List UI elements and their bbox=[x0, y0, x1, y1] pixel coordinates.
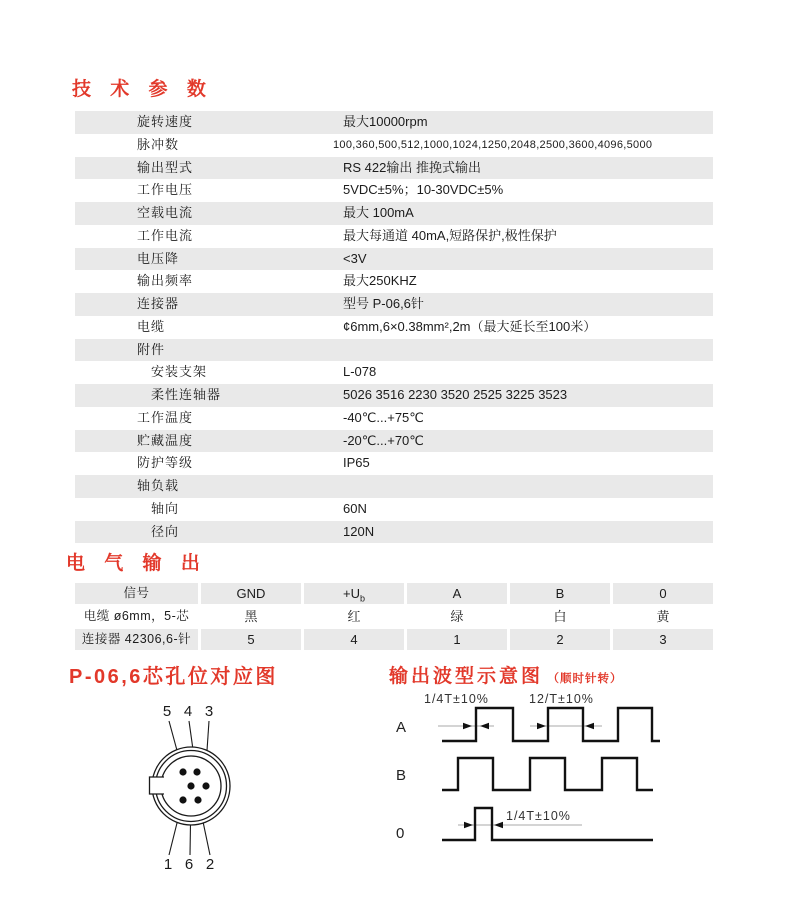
ub-sub: b bbox=[359, 593, 365, 604]
spec-row-mounting-bracket bbox=[75, 361, 713, 384]
spec-label: 防护等级 bbox=[137, 455, 194, 471]
waveform-diagram-title bbox=[389, 661, 622, 688]
elec-cable-gnd: 黑 bbox=[201, 606, 301, 627]
elec-cable-b: 白 bbox=[510, 606, 610, 627]
spec-value: 型号 P-06,6针 bbox=[343, 296, 424, 311]
spec-row-protection-class bbox=[75, 452, 713, 475]
spec-label: 安装支架 bbox=[151, 364, 208, 380]
spec-value: RS 422输出 推挽式输出 bbox=[343, 159, 481, 175]
dim-label-quarter-t: 1/4T±10% bbox=[424, 692, 489, 706]
elec-cable-a: 绿 bbox=[407, 606, 507, 627]
spec-value: 最大10000rpm bbox=[343, 114, 428, 129]
spec-label: 旋转速度 bbox=[137, 114, 194, 129]
pin-label-5: 5 bbox=[162, 703, 172, 720]
spec-label: 脉冲数 bbox=[137, 136, 180, 152]
spec-label: 空载电流 bbox=[137, 205, 194, 220]
spec-row-radial bbox=[75, 521, 713, 544]
spec-label: 柔性连轴器 bbox=[151, 387, 222, 402]
spec-row-working-current bbox=[75, 225, 713, 248]
elec-cable-label: 电缆 ø6mm，5-芯 bbox=[75, 606, 198, 627]
dimension-labels bbox=[424, 692, 594, 823]
spec-value: <3V bbox=[343, 250, 367, 266]
spec-value: 最大250KHZ bbox=[343, 273, 417, 289]
spec-value: IP65 bbox=[343, 455, 370, 471]
spec-value: 5VDC±5%；10-30VDC±5% bbox=[343, 182, 504, 198]
output-waveform-diagram bbox=[388, 690, 680, 865]
spec-row-cable bbox=[75, 316, 713, 339]
elec-output-title: 电 气 输 出 bbox=[66, 553, 207, 574]
connector-pin-diagram bbox=[115, 695, 275, 880]
spec-label: 电压降 bbox=[137, 250, 180, 266]
elec-header-ub bbox=[304, 583, 404, 604]
dim-label-period: 12/T±10% bbox=[529, 692, 594, 706]
elec-header-signal: 信号 bbox=[75, 583, 198, 604]
spec-label: 工作电流 bbox=[137, 227, 194, 243]
spec-row-working-voltage bbox=[75, 179, 713, 202]
spec-row-flexible-coupling bbox=[75, 384, 713, 407]
elec-cable-ub: 红 bbox=[304, 606, 404, 627]
spec-value: 100,360,500,512,1000,1024,1250,2048,2500,3600,4096,5000 bbox=[333, 138, 653, 151]
elec-header-gnd: GND bbox=[201, 583, 301, 604]
pin-label-2: 2 bbox=[205, 856, 215, 873]
elec-conn-0: 3 bbox=[613, 629, 713, 650]
spec-label: 工作电压 bbox=[137, 182, 194, 198]
waveform-a bbox=[442, 708, 660, 741]
spec-label: 贮藏温度 bbox=[137, 432, 194, 448]
spec-label: 工作温度 bbox=[137, 409, 194, 425]
dim-label-zero-pulse: 1/4T±10% bbox=[506, 809, 571, 823]
spec-label: 输出型式 bbox=[137, 159, 194, 175]
pin-label-1: 1 bbox=[163, 856, 173, 873]
spec-row-connector bbox=[75, 293, 713, 316]
spec-row-axial bbox=[75, 498, 713, 521]
spec-row-pulse-count bbox=[75, 134, 713, 157]
elec-conn-gnd: 5 bbox=[201, 629, 301, 650]
channel-labels bbox=[396, 719, 406, 842]
spec-label: 电缆 bbox=[137, 318, 166, 334]
pin-2-dot bbox=[194, 796, 201, 803]
elec-cable-0: 黄 bbox=[613, 606, 713, 627]
spec-value: L-078 bbox=[343, 364, 377, 380]
spec-value: 5026 3516 2230 3520 2525 3225 3523 bbox=[343, 387, 568, 402]
pin-6-dot bbox=[187, 782, 194, 789]
elec-output-table bbox=[75, 583, 713, 650]
elec-header-a: A bbox=[407, 583, 507, 604]
spec-value: ¢6mm,6×0.38mm²,2m（最大延长至100米） bbox=[343, 318, 597, 334]
tech-specs-table bbox=[75, 111, 713, 543]
spec-row-working-temp bbox=[75, 407, 713, 430]
spec-label: 径向 bbox=[151, 523, 180, 539]
spec-row-voltage-drop bbox=[75, 248, 713, 271]
spec-value: 最大每通道 40mA,短路保护,极性保护 bbox=[343, 227, 557, 243]
pin-3-dot bbox=[202, 782, 209, 789]
elec-conn-ub: 4 bbox=[304, 629, 404, 650]
elec-header-0: 0 bbox=[613, 583, 713, 604]
ub-main: +U bbox=[343, 586, 360, 601]
spec-row-no-load-current bbox=[75, 202, 713, 225]
pin-4-dot bbox=[193, 768, 200, 775]
spec-row-output-frequency bbox=[75, 270, 713, 293]
pin-5-dot bbox=[179, 768, 186, 775]
pin-diagram-title: P-06,6芯孔位对应图 bbox=[69, 666, 278, 688]
spec-value: -40℃...+75℃ bbox=[343, 409, 424, 425]
spec-label: 轴负载 bbox=[137, 478, 180, 493]
tech-params-title: 技 术 参 数 bbox=[72, 79, 213, 100]
spec-row-accessories bbox=[75, 339, 713, 362]
elec-conn-label: 连接器 42306,6-针 bbox=[75, 629, 198, 650]
pin-label-4: 4 bbox=[183, 703, 193, 720]
spec-row-rotation-speed bbox=[75, 111, 713, 134]
elec-header-b: B bbox=[510, 583, 610, 604]
spec-label: 连接器 bbox=[137, 296, 180, 311]
spec-label: 输出频率 bbox=[137, 273, 194, 289]
waveform-title-subtitle: （顺时针转） bbox=[547, 673, 623, 685]
spec-value: -20℃...+70℃ bbox=[343, 432, 424, 448]
spec-row-storage-temp bbox=[75, 430, 713, 453]
spec-value: 最大 100mA bbox=[343, 205, 414, 220]
waveform-title-text: 输出波型示意图 bbox=[389, 666, 544, 687]
spec-value: 60N bbox=[343, 500, 367, 516]
channel-a-label: A bbox=[396, 719, 407, 736]
elec-conn-a: 1 bbox=[407, 629, 507, 650]
pin-label-6: 6 bbox=[184, 856, 194, 873]
channel-b-label: B bbox=[396, 767, 407, 784]
pin-1-dot bbox=[179, 796, 186, 803]
spec-value: 120N bbox=[343, 523, 375, 539]
spec-label: 附件 bbox=[137, 341, 166, 357]
spec-label: 轴向 bbox=[151, 500, 180, 516]
spec-row-shaft-load bbox=[75, 475, 713, 498]
elec-conn-b: 2 bbox=[510, 629, 610, 650]
channel-0-label: 0 bbox=[396, 825, 405, 842]
pin-label-3: 3 bbox=[204, 703, 214, 720]
keyway-notch-mask bbox=[148, 777, 164, 795]
waveform-b bbox=[442, 758, 653, 790]
spec-row-output-type bbox=[75, 157, 713, 180]
